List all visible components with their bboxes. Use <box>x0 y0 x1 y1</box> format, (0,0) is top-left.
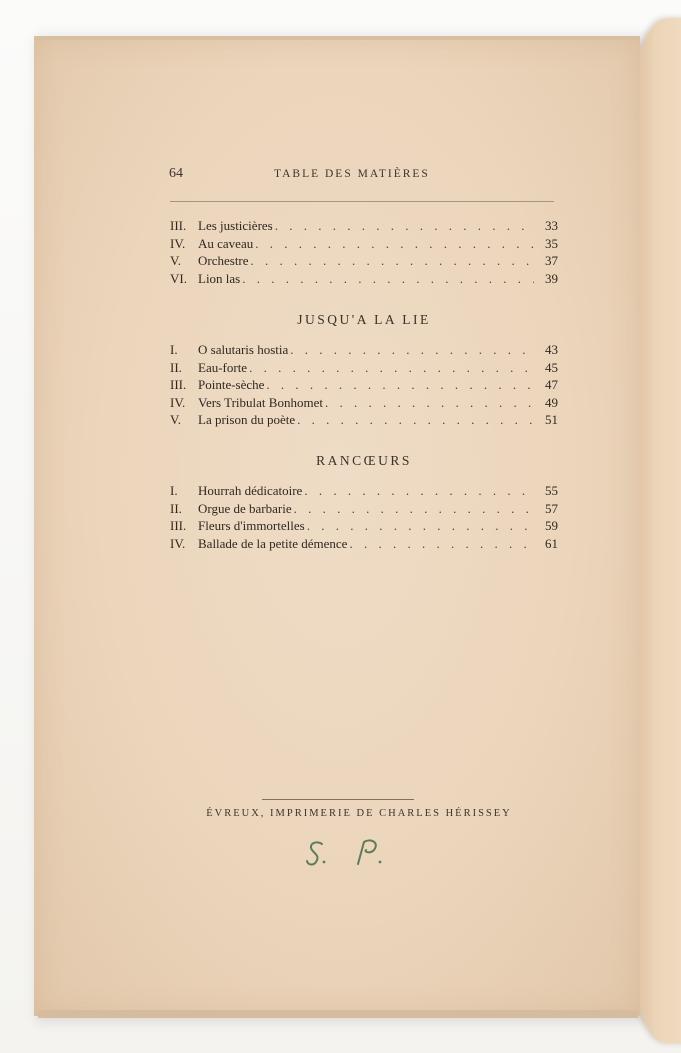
toc-numeral: I. <box>170 483 178 498</box>
toc-dot-leader <box>255 235 534 253</box>
toc-entry <box>170 535 558 553</box>
toc-numeral: III. <box>170 218 187 233</box>
toc-entry <box>170 482 558 500</box>
toc-page-number: 57 <box>545 500 558 516</box>
toc-page-number: 61 <box>545 535 558 551</box>
signature-dot <box>323 861 326 864</box>
toc-entry <box>170 376 558 394</box>
toc-entry <box>170 394 558 412</box>
page-bottom-edge <box>38 1010 638 1018</box>
toc-numeral: IV. <box>170 394 186 410</box>
signature-stroke-p <box>358 840 376 864</box>
toc-entry <box>170 517 558 535</box>
toc-numeral: V. <box>170 412 181 427</box>
signature-stroke-s <box>307 842 322 864</box>
toc-dot-leader <box>297 411 534 429</box>
toc-title: Orgue de barbarie <box>198 500 292 516</box>
toc-dot-leader <box>294 500 534 518</box>
printer-imprint: ÉVREUX, IMPRIMERIE DE CHARLES HÉRISSEY <box>206 808 512 819</box>
toc-page-number: 37 <box>545 253 558 268</box>
toc-dot-leader <box>325 394 534 412</box>
toc-numeral: IV. <box>170 235 186 251</box>
toc-title: Les justicières <box>198 218 273 233</box>
page-number: 64 <box>169 166 183 181</box>
section-heading-jusqua-la-lie: JUSQU'A LA LIE <box>297 312 431 327</box>
toc-title: Hourrah dédicatoire <box>198 483 303 498</box>
toc-entry <box>170 341 558 359</box>
toc-entry <box>170 500 558 518</box>
toc-entry <box>170 411 558 429</box>
toc-page-number: 55 <box>545 483 558 498</box>
toc-numeral: III. <box>170 377 187 392</box>
toc-entry <box>170 252 558 270</box>
toc-dot-leader <box>307 517 534 535</box>
toc-page-number: 47 <box>545 377 558 392</box>
toc-dot-leader <box>290 341 534 359</box>
toc-section-rancoeurs <box>170 482 558 552</box>
toc-title: O salutaris hostia <box>198 342 289 357</box>
toc-entry <box>170 235 558 253</box>
toc-title: Lion las <box>198 270 241 286</box>
toc-dot-leader <box>249 359 534 377</box>
toc-numeral: VI. <box>170 270 187 286</box>
toc-numeral: III. <box>170 518 187 533</box>
toc-title: Eau-forte <box>198 359 248 375</box>
section-heading-rancoeurs: RANCŒURS <box>316 453 412 468</box>
toc-entry <box>170 359 558 377</box>
toc-dot-leader <box>349 535 534 553</box>
toc-dot-leader <box>304 482 534 500</box>
toc-page-number: 49 <box>545 394 558 410</box>
toc-section-continued <box>170 217 558 287</box>
page-top-edge <box>34 36 640 40</box>
page-header <box>169 166 556 186</box>
toc-title: Ballade de la petite démence <box>198 535 348 551</box>
running-head: TABLE DES MATIÈRES <box>274 168 430 180</box>
toc-numeral: V. <box>170 253 181 268</box>
toc-page-number: 45 <box>545 359 558 375</box>
toc-numeral: II. <box>170 500 182 516</box>
toc-page-number: 43 <box>545 342 558 357</box>
toc-entry <box>170 270 558 288</box>
toc-title: Vers Tribulat Bonhomet <box>198 394 323 410</box>
toc-entry <box>170 217 558 235</box>
toc-numeral: IV. <box>170 535 186 551</box>
colophon-rule <box>262 799 414 800</box>
toc-page-number: 39 <box>545 270 558 286</box>
toc-title: Fleurs d'immortelles <box>198 518 305 533</box>
toc-page-number: 35 <box>545 235 558 251</box>
handwritten-signature <box>300 834 400 874</box>
toc-dot-leader <box>266 376 534 394</box>
header-rule <box>170 201 554 202</box>
toc-numeral: I. <box>170 342 178 357</box>
toc-title: Au caveau <box>198 235 254 251</box>
toc-section-jusqua-la-lie <box>170 341 558 429</box>
toc-title: Pointe-sèche <box>198 377 265 392</box>
toc-page-number: 33 <box>545 218 558 233</box>
toc-page-number: 59 <box>545 518 558 533</box>
toc-numeral: II. <box>170 359 182 375</box>
toc-title: La prison du poète <box>198 412 296 427</box>
toc-dot-leader <box>251 252 534 270</box>
toc-dot-leader <box>242 270 534 288</box>
toc-dot-leader <box>275 217 534 235</box>
toc-title: Orchestre <box>198 253 249 268</box>
signature-dot <box>379 861 382 864</box>
toc-page-number: 51 <box>545 412 558 427</box>
